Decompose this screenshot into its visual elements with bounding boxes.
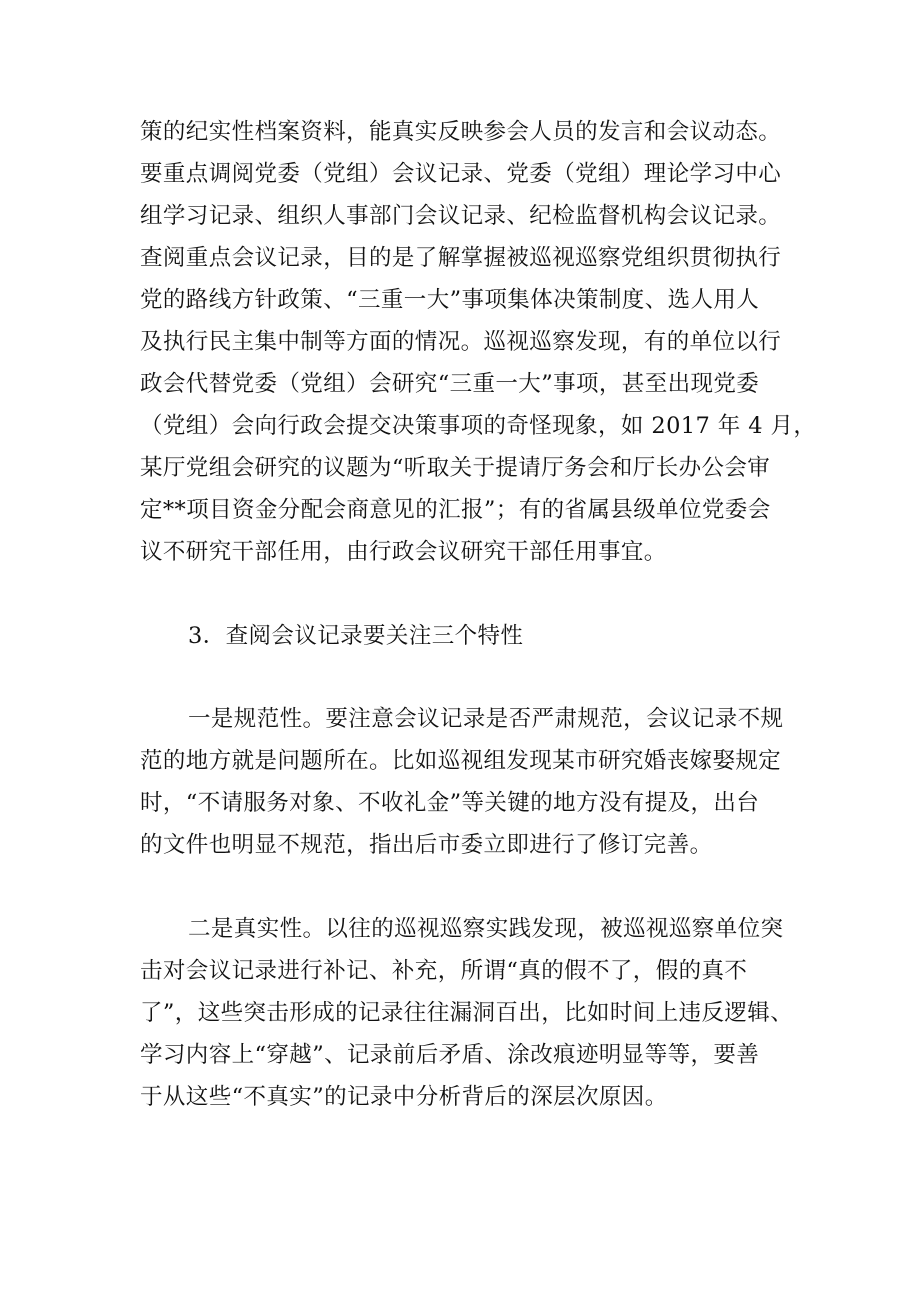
paragraph-line: 时，“不请服务对象、不收礼金”等关键的地方没有提及，出台 [140, 790, 760, 816]
paragraph-line: 的文件也明显不规范，指出后市委立即进行了修订完善。 [140, 832, 713, 858]
paragraph-line: 击对会议记录进行补记、补充，所谓“真的假不了，假的真不 [140, 958, 748, 984]
paragraph-line: 定**项目资金分配会商意见的汇报”；有的省属县级单位党委会 [140, 497, 771, 523]
paragraph-line: 及执行民主集中制等方面的情况。巡视巡察发现，有的单位以行 [140, 329, 782, 355]
paragraph-line: 于从这些“不真实”的记录中分析背后的深层次原因。 [140, 1084, 668, 1110]
paragraph-line: （党组）会向行政会提交决策事项的奇怪现象，如 2017 年 4 月， [140, 413, 817, 439]
paragraph-line: 党的路线方针政策、“三重一大”事项集体决策制度、选人用人 [140, 287, 760, 313]
paragraph-line: 政会代替党委（党组）会研究“三重一大”事项，甚至出现党委 [140, 371, 760, 397]
paragraph-line: 要重点调阅党委（党组）会议记录、党委（党组）理论学习中心 [140, 161, 782, 187]
paragraph-line: 查阅重点会议记录，目的是了解掌握被巡视巡察党组织贯彻执行 [140, 245, 782, 271]
section-heading: 3．查阅会议记录要关注三个特性 [188, 623, 524, 649]
paragraph-line: 范的地方就是问题所在。比如巡视组发现某市研究婚丧嫁娶规定 [140, 748, 782, 774]
paragraph-line: 学习内容上“穿越”、记录前后矛盾、涂改痕迹明显等等，要善 [140, 1042, 760, 1068]
paragraph-line: 某厅党组会研究的议题为“听取关于提请厅务会和厅长办公会审 [140, 455, 771, 481]
paragraph-line: 二是真实性。以往的巡视巡察实践发现，被巡视巡察单位突 [188, 916, 784, 942]
paragraph-line: 了”，这些突击形成的记录往往漏洞百出，比如时间上违反逻辑、 [140, 1000, 794, 1026]
paragraph-line: 一是规范性。要注意会议记录是否严肃规范，会议记录不规 [188, 706, 784, 732]
paragraph-line: 议不研究干部任用，由行政会议研究干部任用事宜。 [140, 539, 667, 565]
paragraph-line: 策的纪实性档案资料，能真实反映参会人员的发言和会议动态。 [140, 119, 782, 145]
paragraph-line: 组学习记录、组织人事部门会议记录、纪检监督机构会议记录。 [140, 203, 782, 229]
